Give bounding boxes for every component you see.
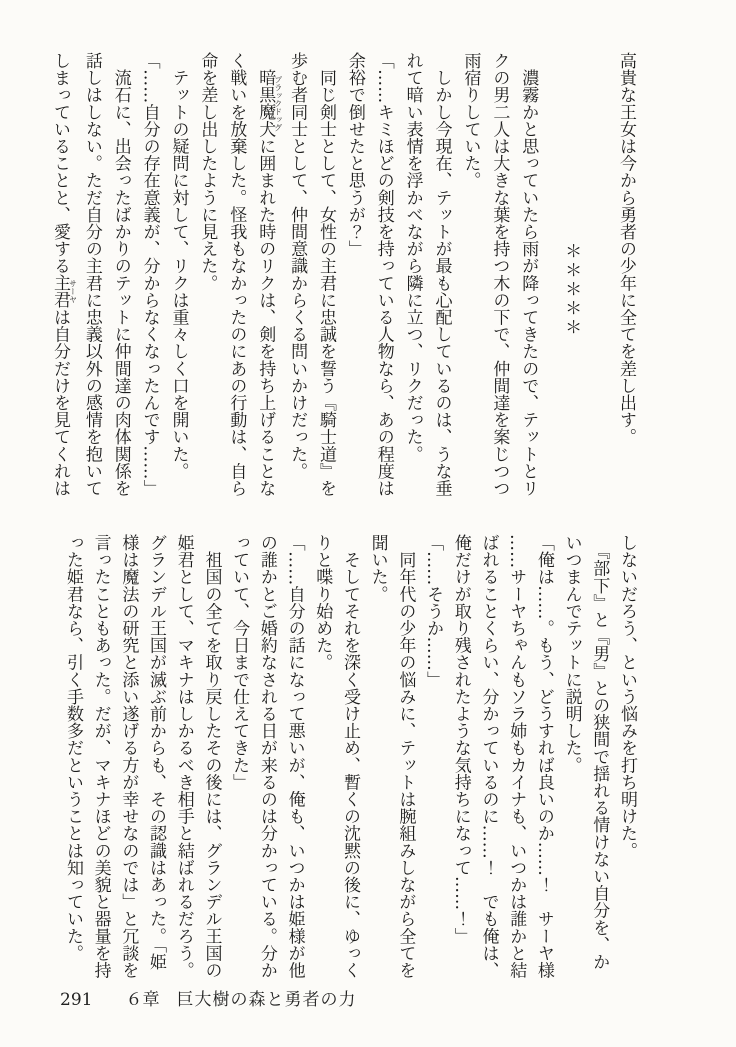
- text-line: 歩む者同士として、仲間意識からくる問いかけだった。: [287, 52, 308, 480]
- text-line: しないだろう、という悩みを打ち明けた。: [617, 534, 637, 859]
- text-line: 俺だけが取り残されたような気持ちになって……！」: [450, 534, 471, 945]
- text-line: 言ったこともあった。だが、マキナほどの美貌と器量を持: [90, 534, 111, 979]
- text-line: グランデル王国が滅ぶ前からも、その認識はあった。「姫: [146, 534, 167, 971]
- text-line: りと喋り始めた。: [312, 534, 333, 671]
- text-line: った姫君なら、引く手数多だということは知っていた。: [62, 534, 83, 962]
- text-line: 「……キミほどの剣技を持っている人物なら、あの程度は: [373, 52, 394, 497]
- text-line: 話しはしない。ただ自分の主君に忠義以外の感情を抱いて: [81, 52, 102, 497]
- text-line: 「俺は……。もう、どうすれば良いのか……！ サーヤ様: [533, 534, 554, 979]
- text-line: の誰かとご婚約なされる日が来るのは分かっている。分か: [256, 534, 277, 979]
- text-line: 暗黒魔犬ブラックドッグに囲まれた時のリクは、剣を持ち上げることな: [255, 69, 283, 497]
- page-number: 291: [60, 990, 93, 1010]
- text-line: 流石に、出会ったばかりのテットに仲間達の肉体関係を: [110, 52, 131, 497]
- upper-text-block: [45, 52, 640, 508]
- text-line: 余裕で倒せたと思うが？」: [344, 52, 365, 258]
- lower-text-block: [58, 534, 640, 990]
- text-line: 同年代の少年の悩みに、テットは腕組みしながら全てを: [395, 534, 416, 979]
- furigana-ruby: 暗黒魔犬ブラックドッグ: [255, 69, 283, 138]
- text-line: しまっていることと、愛する主君サーヤは自分だけを見てくれは: [49, 52, 78, 497]
- text-line: 祖国の全てを取り戻したその後には、グランデル王国の: [201, 534, 222, 979]
- text-line: 姫君として、マキナはしかるべき相手と結ばれるだろう。: [173, 534, 194, 979]
- text-line: 同じ剣士として、女性の主君に忠誠を誓う『騎士道』を: [315, 52, 336, 497]
- text-line: そしてそれを深く受け止め、暫くの沈黙の後に、ゆっく: [339, 534, 360, 979]
- text-line: 様は魔法の研究と添い遂げる方が幸せなのでは」と冗談を: [118, 534, 139, 979]
- scene-break-asterisks: ＊＊＊＊＊: [561, 52, 582, 337]
- text-line: 「……自分の存在意義が、分からなくなったんです……」: [139, 52, 160, 497]
- chapter-title: 巨大樹の森と勇者の力: [176, 990, 357, 1010]
- text-line: 『部下』と『男』との狭間で揺れる情けない自分を、か: [589, 534, 610, 971]
- text-line: 濃霧かと思っていたら雨が降ってきたので、テットとリ: [518, 52, 539, 497]
- chapter-label: ６章: [125, 990, 160, 1010]
- text-line: しかし今現在、テットが最も心配しているのは、うな垂: [431, 52, 452, 497]
- text-line: れて暗い表情を浮かべながら隣に立つ、リクだった。: [402, 52, 423, 463]
- text-line: 「……自分の話になって悪いが、俺も、いつかは姫様が他: [284, 534, 305, 979]
- text-line: 雨宿りしていた。: [460, 52, 481, 189]
- text-line: 命を差し出したように見えた。: [197, 52, 218, 292]
- text-line: テットの疑問に対して、リクは重々しく口を開いた。: [168, 52, 189, 480]
- page-footer: [60, 985, 356, 1010]
- text-line: ……サーヤちゃんもソラ姉もカイナも、いつかは誰かと結: [506, 534, 527, 979]
- text-line: クの男二人は大きな葉を持つ木の下で、仲間達を案じつつ: [489, 52, 510, 497]
- text-line: 聞いた。: [367, 534, 388, 603]
- text-line: ばれることくらい、分かっているのに……！ でも俺は、: [478, 534, 499, 979]
- furigana-ruby: 主君サーヤ: [49, 274, 78, 309]
- text-line: 高貴な王女は今から勇者の少年に全てを差し出す。: [616, 52, 636, 446]
- text-line: いつまんでテットに説明した。: [561, 534, 582, 774]
- text-line: く戦いを放棄した。怪我もなかったのにあの行動は、自ら: [226, 52, 247, 497]
- text-line: 「……そうか……」: [423, 534, 444, 688]
- text-line: っていて、今日まで仕えてきた」: [229, 534, 250, 791]
